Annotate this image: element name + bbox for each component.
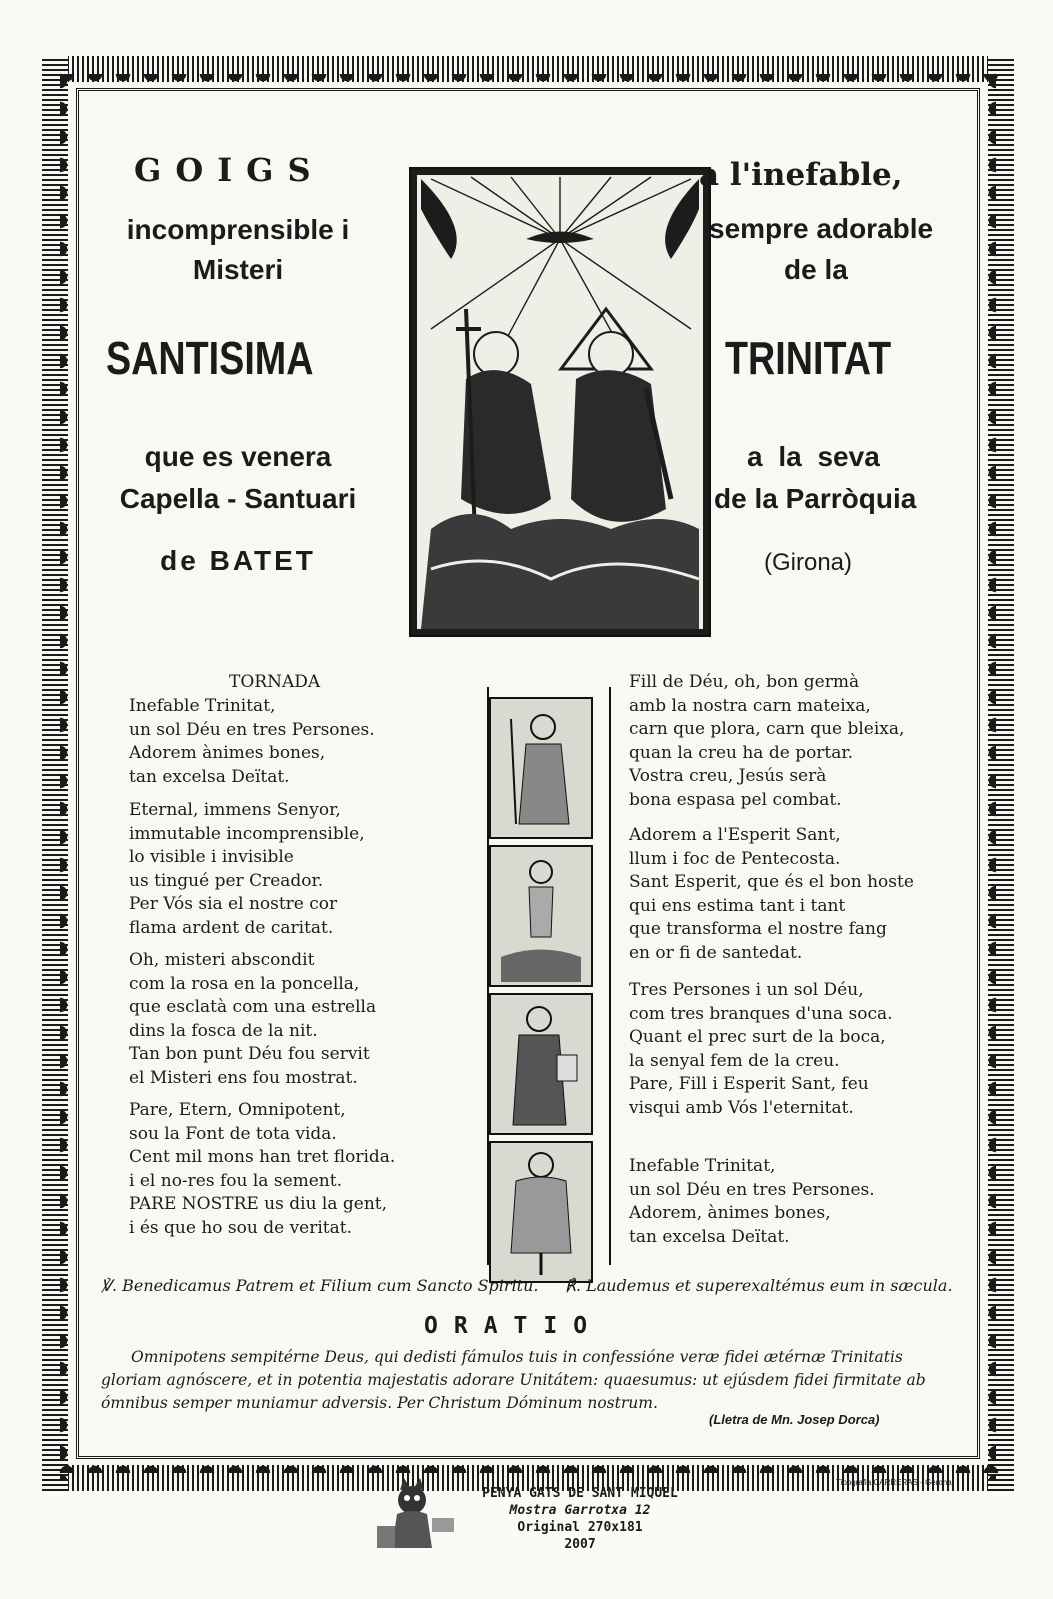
verse-line: amb la nostra carn mateixa, <box>629 695 871 716</box>
title-trinitat: TRINITAT <box>725 332 892 384</box>
verse-line: tan excelsa Deïtat. <box>629 1226 790 1247</box>
scallop-right <box>986 67 996 1480</box>
title-left-line3: que es venera <box>144 441 332 472</box>
title-left-line1: incomprensible i <box>126 214 350 245</box>
verse-line: Inefable Trinitat, <box>629 1156 776 1176</box>
verse-line: qui ens estima tant i tant <box>629 895 846 916</box>
verse-line: immutable incomprensible, <box>129 823 365 844</box>
verse-line: llum i foc de Pentecosta. <box>629 848 841 869</box>
goigs-sheet <box>42 56 1014 1491</box>
verse-line: com la rosa en la poncella, <box>129 973 360 994</box>
verse-line: un sol Déu en tres Persones. <box>129 719 375 740</box>
lyrics-credit: (Lletra de Mn. Josep Dorca) <box>709 1412 880 1427</box>
verse-line: us tingué per Creador. <box>129 870 324 891</box>
footer-block <box>440 1486 720 1552</box>
footer-line1: PENYA GATS DE SANT MIQUEL <box>482 1486 678 1501</box>
title-right-line6: (Girona) <box>764 549 853 576</box>
right-stanza-3 <box>629 979 893 1121</box>
title-right-line1: a l'inefable, <box>699 157 903 193</box>
trinity-woodcut-image <box>409 167 711 637</box>
printer-mark: Tipografia CARRERAS - Gerona <box>836 1478 952 1487</box>
verse-line: Adorem, ànimes bones, <box>629 1203 831 1224</box>
saint-image-1 <box>489 697 593 839</box>
verse-line: tan excelsa Deïtat. <box>129 766 290 787</box>
footer-line2: Mostra Garrotxa 12 <box>509 1503 651 1518</box>
verse-line: Inefable Trinitat, <box>129 696 276 716</box>
verse-line: Eternal, immens Senyor, <box>129 800 341 820</box>
saint-image-3 <box>489 993 593 1135</box>
verse-line: Adorem a l'Esperit Sant, <box>629 825 841 845</box>
verse-line: que transforma el nostre fang <box>629 919 887 940</box>
verse-line: lo visible i invisible <box>129 847 294 868</box>
title-left-line4: Capella - Santuari <box>119 483 357 514</box>
verse-line: un sol Déu en tres Persones. <box>629 1179 875 1200</box>
footer-line4: 2007 <box>564 1537 596 1552</box>
title-goigs: GOIGS <box>134 151 325 189</box>
oratio-text <box>101 1346 926 1415</box>
verse-line: la senyal fem de la creu. <box>629 1050 840 1071</box>
verse-line: en or fi de santedat. <box>629 942 803 963</box>
verse-line: Fill de Déu, oh, bon germà <box>629 672 860 692</box>
title-right-line5: de la Parròquia <box>714 483 917 514</box>
verse-line: dins la fosca de la nit. <box>129 1020 318 1041</box>
left-stanza-2 <box>129 799 365 941</box>
verse-line: i és que ho sou de veritat. <box>129 1217 353 1238</box>
verse-line: Oh, misteri abscondit <box>129 950 315 970</box>
verse-line: com tres branques d'una soca. <box>629 1003 893 1024</box>
footer-line3: Original 270x181 <box>517 1520 643 1535</box>
title-santisima: SANTISIMA <box>106 332 314 384</box>
right-stanza-1 <box>629 671 904 813</box>
scallop-top <box>53 74 1003 84</box>
scallop-bottom <box>53 1463 1003 1473</box>
right-stanza-4 <box>629 1155 875 1249</box>
verse-line: sou la Font de tota vida. <box>129 1123 337 1144</box>
verse-line: Pare, Fill i Esperit Sant, feu <box>629 1074 869 1095</box>
left-stanza-3 <box>129 949 376 1091</box>
verse-line: Tres Persones i un sol Déu, <box>629 980 864 1000</box>
versicle: ℣. Benedicamus Patrem et Filium cum Sancto Spiritu. <box>101 1276 539 1295</box>
verse-line: Vostra creu, Jesús serà <box>629 766 827 787</box>
verse-line: PARE NOSTRE us diu la gent, <box>129 1194 388 1215</box>
verse-line: visqui amb Vós l'eternitat. <box>629 1097 854 1118</box>
left-stanza-4 <box>129 1099 395 1241</box>
verse-line: Cent mil mons han tret florida. <box>129 1147 396 1168</box>
content-frame <box>76 88 980 1459</box>
title-right-line2: sempre adorable <box>709 213 934 244</box>
verse-line: Per Vós sia el nostre cor <box>129 894 338 915</box>
verse-line: Adorem ànimes bones, <box>129 743 326 764</box>
scallop-left <box>60 67 70 1480</box>
verse-line: el Misteri ens fou mostrat. <box>129 1067 358 1088</box>
verse-line: Sant Esperit, que és el bon hoste <box>629 872 914 893</box>
verse-line: carn que plora, carn que bleixa, <box>629 719 905 740</box>
verse-line: bona espasa pel combat. <box>629 789 842 810</box>
right-stanza-2 <box>629 824 914 966</box>
verse-line: quan la creu ha de portar. <box>629 742 854 763</box>
verse-line: Tan bon punt Déu fou servit <box>129 1044 370 1065</box>
response: ℟. Laudemus et superexaltémus eum in sæcula. <box>565 1276 953 1295</box>
verse-line: flama ardent de caritat. <box>129 917 334 938</box>
oratio-line: gloriam agnóscere, et in potentia majestatis adorare Unitátem: quaesumus: ut ejúsdem fidei firmitate ab <box>101 1371 926 1389</box>
left-stanza-1 <box>129 695 375 789</box>
saint-image-2 <box>489 845 593 987</box>
oratio-line: ómnibus semper muniamur adversis. Per Christum Dóminum nostrum. <box>101 1394 658 1412</box>
oratio-title: ORATIO <box>424 1313 604 1339</box>
saint-image-4 <box>489 1141 593 1283</box>
verse-line: Pare, Etern, Omnipotent, <box>129 1100 346 1120</box>
oratio-line: Omnipotens sempitérne Deus, qui dedisti fámulos tuis in confessióne veræ fidei ætérnæ Trinitatis <box>131 1348 903 1366</box>
verse-line: i el no-res fou la sement. <box>129 1170 342 1191</box>
title-right-line3: de la <box>784 254 848 285</box>
verse-line: que esclatà com una estrella <box>129 997 377 1018</box>
title-left-line2: Misteri <box>192 254 284 285</box>
title-left-line5: de BATET <box>160 545 316 576</box>
title-right-line4: a la seva <box>747 441 880 472</box>
tornada-heading: TORNADA <box>229 672 321 692</box>
verse-line: Quant el prec surt de la boca, <box>629 1027 886 1048</box>
